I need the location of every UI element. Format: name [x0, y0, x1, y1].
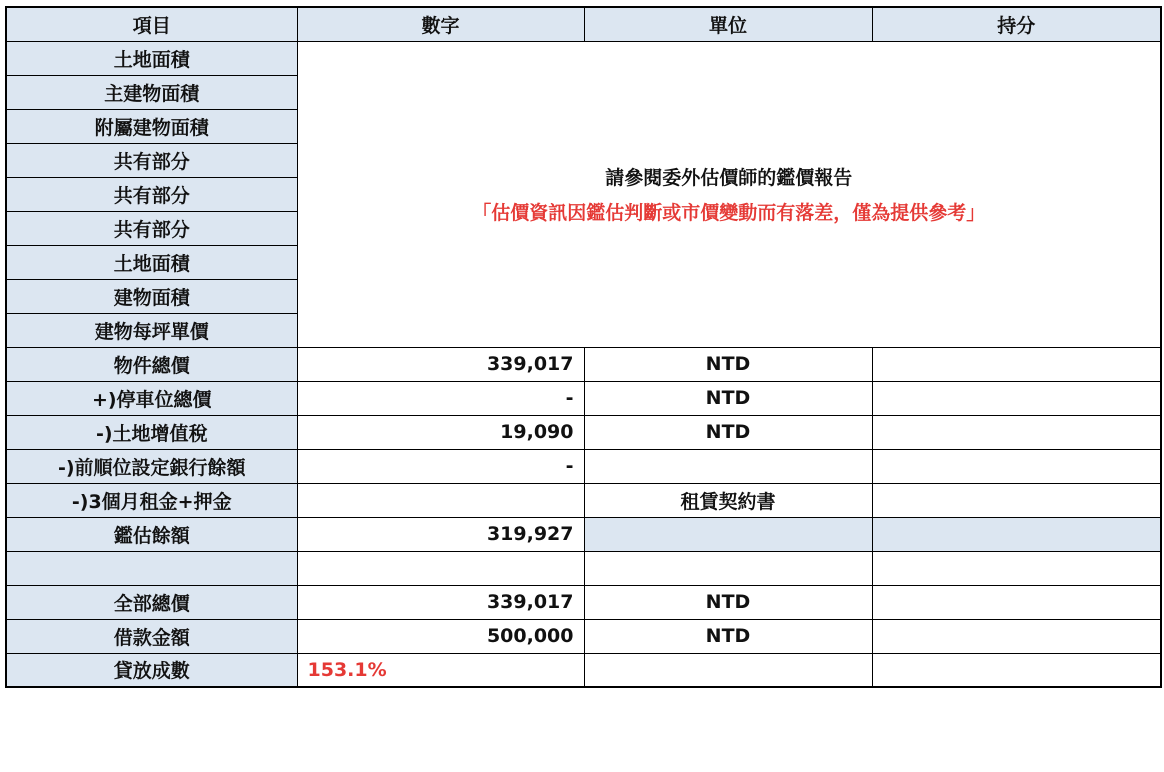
table-row-loan-amount [6, 619, 1161, 653]
unit-cell: NTD [584, 619, 872, 653]
loan-ratio-value: 153.1% [297, 653, 584, 687]
row-label: -)3個月租金+押金 [6, 483, 297, 517]
row-label: 借款金額 [6, 619, 297, 653]
appraisal-note-cell [297, 41, 1161, 347]
value-cell: 339,017 [297, 585, 584, 619]
share-cell [872, 551, 1161, 585]
row-label: 全部總價 [6, 585, 297, 619]
share-cell [872, 653, 1161, 687]
header-item: 項目 [6, 7, 297, 41]
header-unit: 單位 [584, 7, 872, 41]
table-row-parking [6, 381, 1161, 415]
unit-cell: NTD [584, 585, 872, 619]
row-label-common-part: 共有部分 [6, 211, 297, 245]
value-cell: 339,017 [297, 347, 584, 381]
row-label-building-area: 建物面積 [6, 279, 297, 313]
value-cell: 500,000 [297, 619, 584, 653]
header-share: 持分 [872, 7, 1161, 41]
table-row-appraisal-balance [6, 517, 1161, 551]
unit-cell [584, 653, 872, 687]
disclaimer-text: 「估價資訊因鑑估判斷或市價變動而有落差，僅為提供參考」 [472, 202, 986, 224]
unit-cell [584, 551, 872, 585]
table-row-loan-ratio [6, 653, 1161, 687]
share-cell [872, 483, 1161, 517]
unit-cell [584, 449, 872, 483]
valuation-table [5, 6, 1162, 688]
share-cell [872, 415, 1161, 449]
unit-cell: NTD [584, 381, 872, 415]
row-label: -)前順位設定銀行餘額 [6, 449, 297, 483]
unit-cell: NTD [584, 415, 872, 449]
row-label-land-area: 土地面積 [6, 41, 297, 75]
share-cell [872, 449, 1161, 483]
header-row [6, 7, 1161, 41]
value-cell: 19,090 [297, 415, 584, 449]
table-row-land-tax [6, 415, 1161, 449]
value-cell [297, 483, 584, 517]
table-row-all-total [6, 585, 1161, 619]
table-row-total-price [6, 347, 1161, 381]
row-label-common-part: 共有部分 [6, 177, 297, 211]
value-cell: 319,927 [297, 517, 584, 551]
row-label-land-area: 土地面積 [6, 245, 297, 279]
row-label-common-part: 共有部分 [6, 143, 297, 177]
share-cell [872, 517, 1161, 551]
value-cell: - [297, 381, 584, 415]
unit-cell [584, 517, 872, 551]
row-label: +)停車位總價 [6, 381, 297, 415]
table-row-rent-deposit [6, 483, 1161, 517]
row-label-building-unit-price: 建物每坪單價 [6, 313, 297, 347]
row-label: 鑑估餘額 [6, 517, 297, 551]
value-cell: - [297, 449, 584, 483]
row-label: 物件總價 [6, 347, 297, 381]
header-number: 數字 [297, 7, 584, 41]
share-cell [872, 619, 1161, 653]
table-row-spacer [6, 551, 1161, 585]
row-label: 貸放成數 [6, 653, 297, 687]
table-row-prior-bank [6, 449, 1161, 483]
row-label-main-building-area: 主建物面積 [6, 75, 297, 109]
row-label-annex-building-area: 附屬建物面積 [6, 109, 297, 143]
row-label-empty [6, 551, 297, 585]
unit-cell: NTD [584, 347, 872, 381]
share-cell [872, 585, 1161, 619]
row-label: -)土地增值稅 [6, 415, 297, 449]
appraisal-note-text: 請參閱委外估價師的鑑價報告 [605, 167, 853, 189]
share-cell [872, 381, 1161, 415]
table-row [6, 41, 1161, 75]
unit-cell: 租賃契約書 [584, 483, 872, 517]
share-cell [872, 347, 1161, 381]
value-cell [297, 551, 584, 585]
